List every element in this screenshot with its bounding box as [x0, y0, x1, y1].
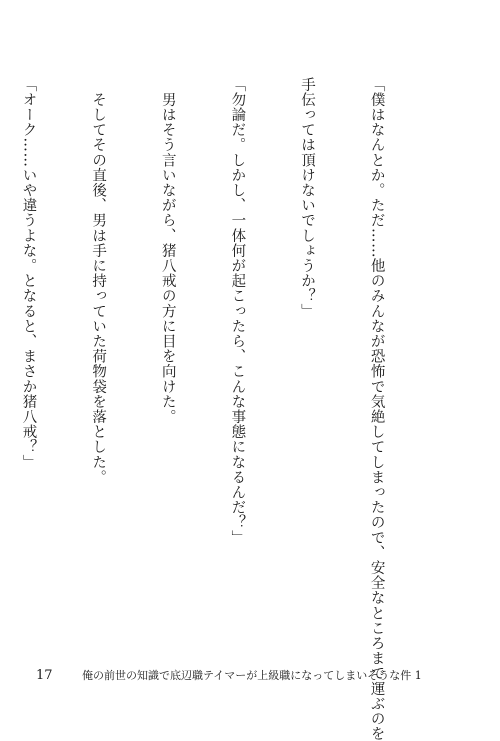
text-line: 手伝っては頂けないでしょうか？」	[298, 77, 315, 319]
text-line: そしてその直後、男は手に持っていた荷物袋を落とした。	[90, 77, 107, 485]
text-line: 「勿論だ。しかし、一体何が起こったら、こんな事態になるんだ？」	[229, 77, 246, 546]
text-line: 男はそう言いながら、猪八戒の方に目を向けた。	[159, 77, 176, 425]
text-line: 「オーク……いや違うよな。となると、まさか猪八戒？」	[20, 77, 37, 470]
page-number: 17	[36, 668, 53, 683]
page-footer	[36, 667, 422, 683]
running-title: 俺の前世の知識で底辺職テイマーが上級職になってしまいそうな件 1	[82, 669, 422, 682]
text-line: 「僕はなんとか。ただ……他のみんなが恐怖で気絶してしまったので、安全なところまで運ぶのを	[368, 77, 385, 741]
